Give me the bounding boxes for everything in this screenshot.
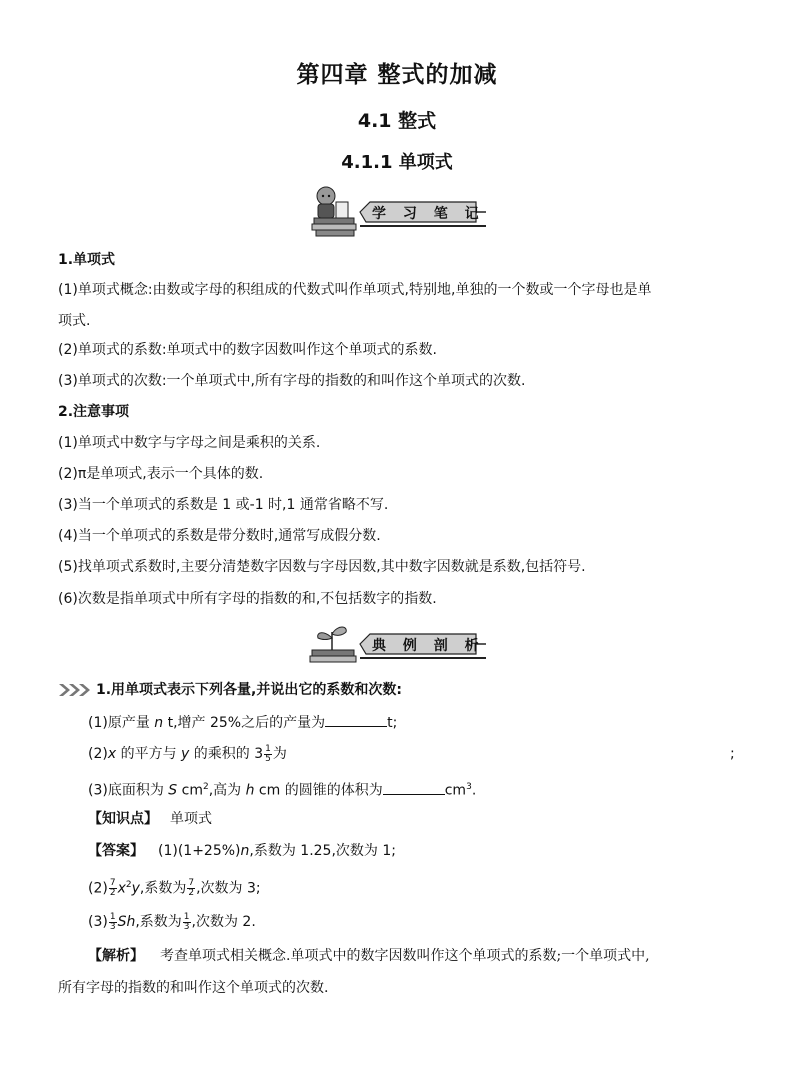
knowledge-point-line (88, 809, 212, 829)
answer-line-2: (2) $\frac{7}{2}$ $x^2y$,系数为 $\frac{7}{2}$ ,次数为 3; (88, 878, 261, 899)
notes-p3: (3)单项式的次数:一个单项式中,所有字母的指数的和叫作这个单项式的次数. (58, 373, 526, 389)
notes-n2: (2)π是单项式,表示一个具体的数. (58, 466, 264, 482)
analysis-line-1: 【解析】 考查单项式相关概念.单项式中的数字因数叫作这个单项式的系数;一个单项式中, (88, 948, 650, 964)
q1-blank[interactable] (325, 712, 387, 727)
answer-label: 【答案】 (88, 843, 144, 859)
fraction: $\frac{1}{3}$ (109, 911, 116, 932)
analysis-label: 【解析】 (88, 948, 144, 964)
notes-n1: (1)单项式中数字与字母之间是乘积的关系. (58, 435, 321, 451)
study-notes-label: 学 习 笔 记 (372, 206, 485, 222)
analysis-line-2: 所有字母的指数的和叫作这个单项式的次数. (58, 980, 329, 996)
knowledge-point-label: 【知识点】 (88, 811, 158, 827)
triple-chevron-icon (58, 683, 92, 697)
notes-p1b: 项式. (58, 313, 91, 329)
chapter-title: 第四章 整式的加减 (296, 62, 498, 88)
q2-line: (2)x 的平方与 y 的乘积的 3 $\frac{1}{5}$ 为 (88, 743, 287, 764)
answer-line-1: 【答案】 (1)(1+25%)n,系数为 1.25,次数为 1; (88, 843, 396, 859)
notes-n5: (5)找单项式系数时,主要分清楚数字因数与字母因数,其中数字因数就是系数,包括符号. (58, 559, 586, 575)
section-title: 4.1 整式 (357, 110, 437, 132)
fraction: $\frac{7}{2}$ (109, 878, 116, 899)
fraction: $\frac{1}{5}$ (265, 743, 271, 764)
notes-p1a: (1)单项式概念:由数或字母的积组成的代数式叫作单项式,特别地,单独的一个数或一个字母也是单 (58, 282, 652, 298)
fraction: $\frac{7}{2}$ (188, 878, 195, 899)
subsection-title: 4.1.1 单项式 (341, 152, 453, 173)
notes-n4: (4)当一个单项式的系数是带分数时,通常写成假分数. (58, 528, 381, 544)
question-text: 1.用单项式表示下列各量,并说出它的系数和次数: (96, 682, 402, 698)
question-line (58, 680, 402, 700)
q2-end: ; (730, 746, 735, 762)
knowledge-point-value: 单项式 (170, 811, 212, 827)
example-label: 典 例 剖 析 (372, 638, 485, 654)
fraction: $\frac{1}{3}$ (183, 911, 190, 932)
q1-line: (1)原产量 n t,增产 25%之后的产量为 t; (88, 712, 397, 733)
q3-line: (3)底面积为 S $cm^2$,高为 h cm 的圆锥的体积为 $cm^3$. (88, 777, 476, 801)
notes-heading-1: 1.单项式 (58, 252, 116, 268)
notes-heading-2: 2.注意事项 (58, 404, 130, 420)
notes-n3: (3)当一个单项式的系数是 1 或-1 时,1 通常省略不写. (58, 497, 389, 513)
notes-n6: (6)次数是指单项式中所有字母的指数的和,不包括数字的指数. (58, 591, 437, 607)
q3-blank[interactable] (383, 780, 445, 795)
answer-line-3: (3) $\frac{1}{3}$ Sh,系数为 $\frac{1}{3}$ ,次数为 2. (88, 911, 256, 932)
study-notes-banner (306, 182, 488, 240)
notes-p2: (2)单项式的系数:单项式中的数字因数叫作这个单项式的系数. (58, 342, 437, 358)
example-banner (306, 618, 488, 668)
